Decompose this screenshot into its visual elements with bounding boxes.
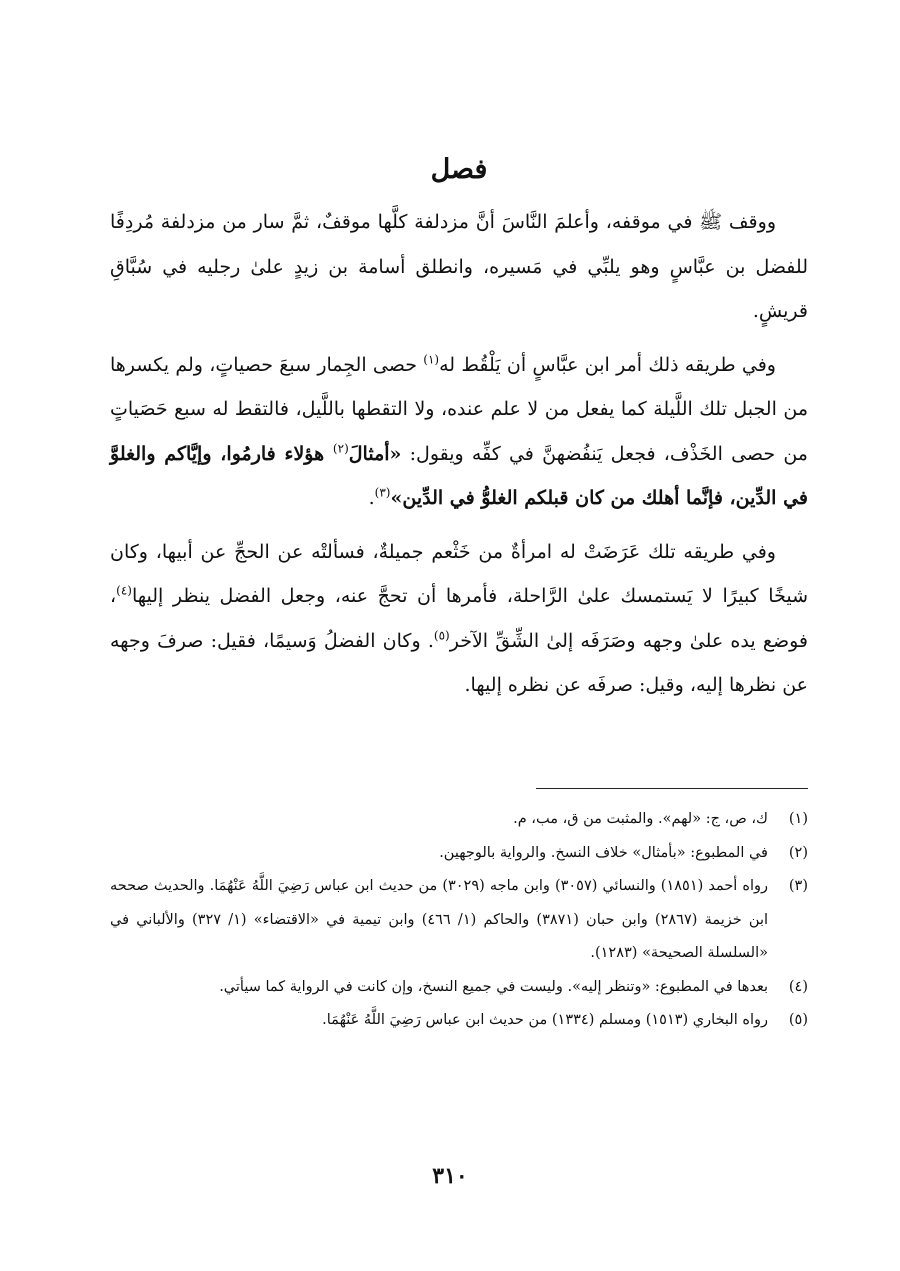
hadith-quote-start: «أمثالَ xyxy=(348,442,402,465)
footnote-ref-4[interactable]: (٤) xyxy=(116,583,132,598)
footnote-5 xyxy=(110,1004,808,1038)
paragraph-1-text: ووقف ﷺ في موقفه، وأعلمَ النَّاسَ أنَّ مزدلفة كلَّها موقفٌ، ثمَّ سار من مزدلفة مُردِفًا للفضل بن عبَّاسٍ وهو يلبِّي في مَسيره، وانطلق أسامة بن زيدٍ علىٰ رجليه في سُبَّاقِ قريشٍ. xyxy=(110,211,808,322)
footnote-text: بعدها في المطبوع: «وتنظر إليه». وليست في جميع النسخ، وإن كانت في الرواية كما سيأتي. xyxy=(219,978,768,995)
footnote-2 xyxy=(110,837,808,871)
paragraph-2-middle: حصى الجِمار سبعَ حصياتٍ، ولم يكسرها من الجبل تلك اللَّيلة كما يفعل من لا علم عنده، ولا التقطها باللَّيل، فالتقط له سبع حَصَياتٍ من حصى الخَذْف، فجعل يَنفُضهنَّ في كفِّه ويقول: xyxy=(110,353,808,465)
footnote-ref-3[interactable]: (٣) xyxy=(374,485,391,500)
paragraph-3-middle: ، فوضع يده علىٰ وجهه وصَرَفَه إلىٰ الشِّقِّ الآخر xyxy=(110,585,808,652)
page-number: ٣١٠ xyxy=(432,1163,468,1189)
paragraph-3 xyxy=(110,530,808,708)
footnote-text: في المطبوع: «بأمثال» خلاف النسخ. والرواية بالوجهين. xyxy=(439,844,768,861)
footnote-number: (٢) xyxy=(788,844,808,861)
footnote-3 xyxy=(110,870,808,971)
footnote-number: (٥) xyxy=(788,1012,808,1028)
footnote-number: (٤) xyxy=(788,978,808,995)
footnote-1 xyxy=(110,803,808,837)
footnote-number: (٣) xyxy=(788,878,808,894)
paragraph-2-after: . xyxy=(368,487,375,509)
footnote-text: رواه البخاري (١٥١٣) ومسلم (١٣٣٤) من حديث ابن عباس رَضِيَ اللَّهُ عَنْهُمَا. xyxy=(322,1012,768,1028)
footnote-separator xyxy=(536,788,808,789)
paragraph-1 xyxy=(110,200,808,334)
paragraph-3-before: وفي طريقه تلك عَرَضَتْ له امرأةٌ من خَثْعم جميلةٌ، فسألتْه عن الحجِّ عن أبيها، وكان شيخًا كبيرًا لا يَستمسك علىٰ الرَّاحلة، فأمرها أن تحجَّ عنه، وجعل الفضل ينظر إليها xyxy=(110,540,808,607)
footnote-text: ك، ص، ج: «لهم». والمثبت من ق، مب، م. xyxy=(513,811,768,827)
footnote-ref-1[interactable]: (١) xyxy=(423,352,440,367)
paragraph-3-after: . وكان الفضلُ وَسيمًا، فقيل: صرفَ وجهه عن نظرها إليه، وقيل: صرفَه عن نظره إليها. xyxy=(110,629,808,696)
section-heading: فصل xyxy=(430,154,488,185)
paragraph-2 xyxy=(110,343,808,521)
footnote-ref-5[interactable]: (٥) xyxy=(433,628,450,643)
footnote-text: رواه أحمد (١٨٥١) والنسائي (٣٠٥٧) وابن ماجه (٣٠٢٩) من حديث ابن عباس رَضِيَ اللَّهُ عَنْهُمَا. والحديث صححه ابن خزيمة (٢٨٦٧) وابن حبان (٣٨٧١) والحاكم (١/ ٤٦٦) وابن تيمية في «الاقتضاء» (١/ ٣٢٧) والألباني في «السلسلة الصحيحة» (١٢٨٣). xyxy=(110,878,769,961)
paragraph-2-before: وفي طريقه ذلك أمر ابن عبَّاسٍ أن يَلْقُط له xyxy=(439,353,776,376)
hadith-quote-rest: هؤلاء فارمُوا، وإيَّاكم والغلوَّ في الدِّين، فإنَّما أهلك من كان قبلكم الغلوُّ في الدِّين» xyxy=(110,442,808,509)
footnote-ref-2[interactable]: (٢) xyxy=(332,441,349,456)
footnote-number: (١) xyxy=(788,811,808,827)
footnotes xyxy=(110,803,808,1038)
footnote-4 xyxy=(110,971,808,1005)
